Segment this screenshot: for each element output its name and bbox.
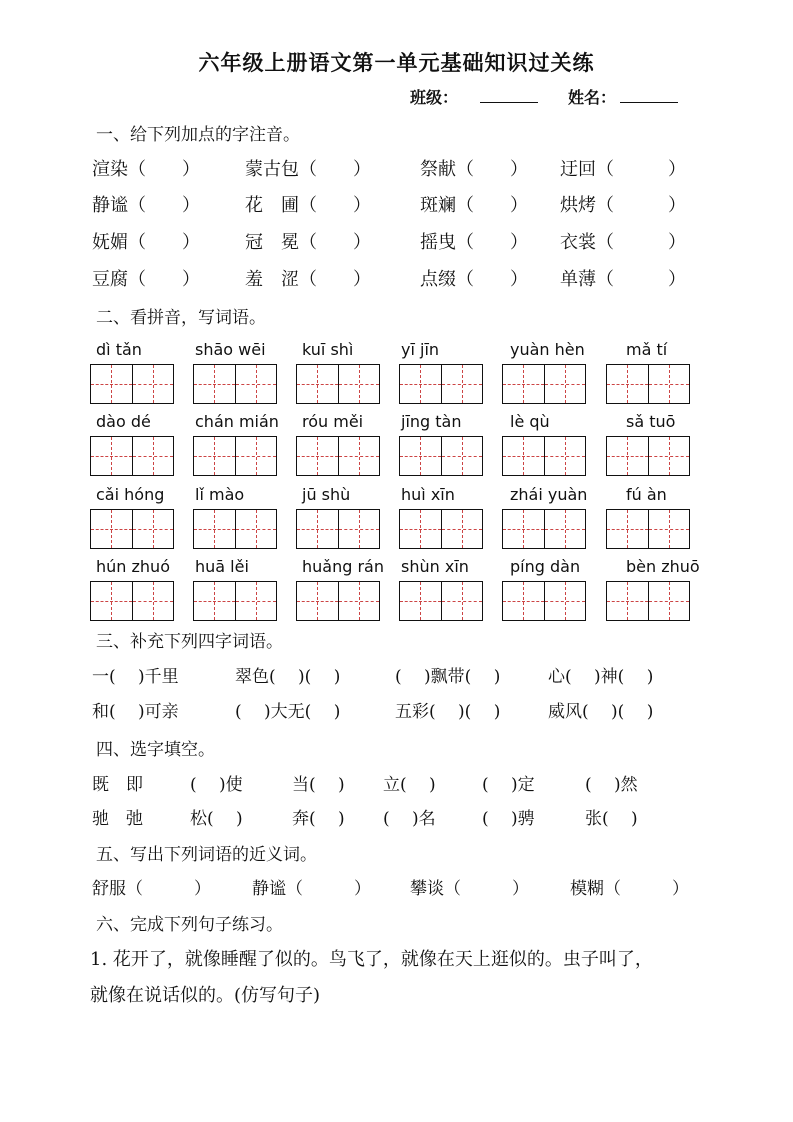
tianzige-cell[interactable] [545,582,586,620]
idiom-blank[interactable]: ( )大无( ) [235,702,341,722]
writing-grid[interactable] [399,364,483,404]
tianzige-cell[interactable] [236,365,277,403]
writing-grid[interactable] [606,436,690,476]
pinyin-label: sǎ tuō [626,412,676,431]
section3-heading: 三、补充下列四字词语。 [96,632,283,652]
tianzige-cell[interactable] [503,437,545,475]
class-label: 班级： [410,88,459,107]
pinyin-item[interactable]: 羞 涩（ ） [245,269,371,290]
student-info [410,85,678,108]
exercise-line-2: 就像在说话似的。(仿写句子) [90,985,321,1006]
writing-grid[interactable] [296,364,380,404]
pinyin-label: píng dàn [510,557,581,576]
tianzige-cell[interactable] [400,510,442,548]
idiom-blank[interactable]: 五彩( )( ) [395,702,501,722]
tianzige-cell[interactable] [236,437,277,475]
pinyin-label: lè qù [510,412,550,431]
tianzige-cell[interactable] [339,365,380,403]
section5-heading: 五、写出下列词语的近义词。 [96,845,317,865]
pinyin-label: yī jīn [401,340,440,359]
tianzige-cell[interactable] [649,437,690,475]
writing-grid[interactable] [90,581,174,621]
tianzige-cell[interactable] [545,365,586,403]
writing-grid[interactable] [606,364,690,404]
idiom-blank[interactable]: 翠色( )( ) [235,667,341,687]
pinyin-item[interactable]: 花 圃（ ） [245,195,371,216]
tianzige-cell[interactable] [339,510,380,548]
pinyin-label: shùn xīn [401,557,469,576]
choice-blank[interactable]: ( )使 [190,775,243,795]
pinyin-label: mǎ tí [626,340,668,359]
choice-chars: 驰 弛 [92,809,143,829]
tianzige-cell[interactable] [339,437,380,475]
tianzige-cell[interactable] [607,365,649,403]
pinyin-label: fú àn [626,485,667,504]
pinyin-label: zhái yuàn [510,485,588,504]
writing-grid[interactable] [90,509,174,549]
pinyin-item[interactable]: 斑斓（ ） [420,195,528,216]
tianzige-cell[interactable] [545,510,586,548]
tianzige-cell[interactable] [194,582,236,620]
writing-grid[interactable] [399,581,483,621]
pinyin-item[interactable]: 衣裳（ ） [560,232,686,253]
writing-grid[interactable] [193,364,277,404]
writing-grid[interactable] [606,581,690,621]
synonym-blank[interactable]: 攀谈（ ） [410,879,529,899]
tianzige-cell[interactable] [545,437,586,475]
choice-blank[interactable]: ( )名 [383,809,436,829]
exercise-line-1: 1. 花开了，就像睡醒了似的。鸟飞了，就像在天上逛似的。虫子叫了， [90,949,653,970]
choice-blank[interactable]: 张( ) [585,809,638,829]
name-label: 姓名： [568,88,617,107]
writing-grid[interactable] [502,436,586,476]
pinyin-label: cǎi hóng [96,485,165,504]
tianzige-cell[interactable] [649,510,690,548]
tianzige-cell[interactable] [503,582,545,620]
pinyin-label: dì tǎn [96,340,142,359]
tianzige-cell[interactable] [400,437,442,475]
pinyin-item[interactable]: 摇曳（ ） [420,232,528,253]
pinyin-label: kuī shì [302,340,354,359]
pinyin-label: shāo wēi [195,340,266,359]
pinyin-item[interactable]: 静谧（ ） [92,195,200,216]
tianzige-cell[interactable] [442,510,483,548]
choice-blank[interactable]: 奔( ) [292,809,345,829]
writing-grid[interactable] [296,436,380,476]
worksheet-title: 六年级上册语文第一单元基础知识过关练 [198,50,595,75]
choice-blank[interactable]: ( )定 [482,775,535,795]
tianzige-cell[interactable] [649,365,690,403]
tianzige-cell[interactable] [194,437,236,475]
tianzige-cell[interactable] [133,510,174,548]
section1-heading: 一、给下列加点的字注音。 [96,125,300,145]
tianzige-cell[interactable] [503,365,545,403]
choice-blank[interactable]: 松( ) [190,809,243,829]
synonym-blank[interactable]: 舒服（ ） [92,879,211,899]
tianzige-cell[interactable] [91,437,133,475]
tianzige-cell[interactable] [339,582,380,620]
pinyin-label: dào dé [96,412,151,431]
writing-grid[interactable] [90,436,174,476]
tianzige-cell[interactable] [442,365,483,403]
choice-blank[interactable]: ( )然 [585,775,638,795]
tianzige-cell[interactable] [194,365,236,403]
pinyin-label: jīng tàn [401,412,462,431]
writing-grid[interactable] [193,436,277,476]
tianzige-cell[interactable] [442,582,483,620]
section2-heading: 二、看拼音，写词语。 [96,308,266,328]
section6-heading: 六、完成下列句子练习。 [96,915,283,935]
idiom-blank[interactable]: 一( )千里 [92,667,179,687]
writing-grid[interactable] [502,364,586,404]
idiom-blank[interactable]: 和( )可亲 [92,702,179,722]
pinyin-item[interactable]: 妩媚（ ） [92,232,200,253]
writing-grid[interactable] [502,581,586,621]
tianzige-cell[interactable] [91,510,133,548]
pinyin-item[interactable]: 单薄（ ） [560,269,686,290]
idiom-blank[interactable]: ( )飘带( ) [395,667,501,687]
tianzige-cell[interactable] [607,510,649,548]
tianzige-cell[interactable] [297,437,339,475]
tianzige-cell[interactable] [133,365,174,403]
tianzige-cell[interactable] [442,437,483,475]
tianzige-cell[interactable] [297,582,339,620]
pinyin-item[interactable]: 豆腐（ ） [92,269,200,290]
writing-grid[interactable] [502,509,586,549]
tianzige-cell[interactable] [133,582,174,620]
class-blank[interactable] [480,88,538,103]
tianzige-cell[interactable] [91,365,133,403]
choice-blank[interactable]: 立( ) [383,775,436,795]
tianzige-cell[interactable] [400,365,442,403]
writing-grid[interactable] [399,509,483,549]
synonym-blank[interactable]: 模糊（ ） [570,879,689,899]
tianzige-cell[interactable] [297,365,339,403]
choice-chars: 既 即 [92,775,143,795]
choice-blank[interactable]: 当( ) [292,775,345,795]
pinyin-item[interactable]: 点缀（ ） [420,269,528,290]
section4-heading: 四、选字填空。 [96,740,215,760]
choice-blank[interactable]: ( )骋 [482,809,535,829]
pinyin-item[interactable]: 渲染（ ） [92,159,200,180]
name-blank[interactable] [620,88,678,103]
tianzige-cell[interactable] [607,437,649,475]
idiom-blank[interactable]: 威风( )( ) [548,702,654,722]
pinyin-item[interactable]: 冠 冕（ ） [245,232,371,253]
tianzige-cell[interactable] [503,510,545,548]
pinyin-label: chán mián [195,412,279,431]
writing-grid[interactable] [90,364,174,404]
writing-grid[interactable] [399,436,483,476]
pinyin-label: jū shù [302,485,351,504]
tianzige-cell[interactable] [133,437,174,475]
tianzige-cell[interactable] [236,582,277,620]
tianzige-cell[interactable] [91,582,133,620]
pinyin-label: yuàn hèn [510,340,585,359]
tianzige-cell[interactable] [194,510,236,548]
pinyin-item[interactable]: 蒙古包（ ） [245,159,371,180]
tianzige-cell[interactable] [607,582,649,620]
pinyin-item[interactable]: 迂回（ ） [560,159,686,180]
synonym-blank[interactable]: 静谧（ ） [252,879,371,899]
writing-grid[interactable] [193,581,277,621]
writing-grid[interactable] [296,581,380,621]
tianzige-cell[interactable] [649,582,690,620]
tianzige-cell[interactable] [236,510,277,548]
tianzige-cell[interactable] [400,582,442,620]
tianzige-cell[interactable] [297,510,339,548]
pinyin-label: huā lěi [195,557,249,576]
writing-grid[interactable] [606,509,690,549]
writing-grid[interactable] [296,509,380,549]
pinyin-label: huǎng rán [302,557,384,576]
idiom-blank[interactable]: 心( )神( ) [548,667,654,687]
pinyin-label: huì xīn [401,485,455,504]
pinyin-item[interactable]: 烘烤（ ） [560,195,686,216]
pinyin-label: róu měi [302,412,364,431]
pinyin-label: bèn zhuō [626,557,700,576]
pinyin-label: lǐ mào [195,485,245,504]
pinyin-item[interactable]: 祭献（ ） [420,159,528,180]
writing-grid[interactable] [193,509,277,549]
pinyin-label: hún zhuó [96,557,170,576]
